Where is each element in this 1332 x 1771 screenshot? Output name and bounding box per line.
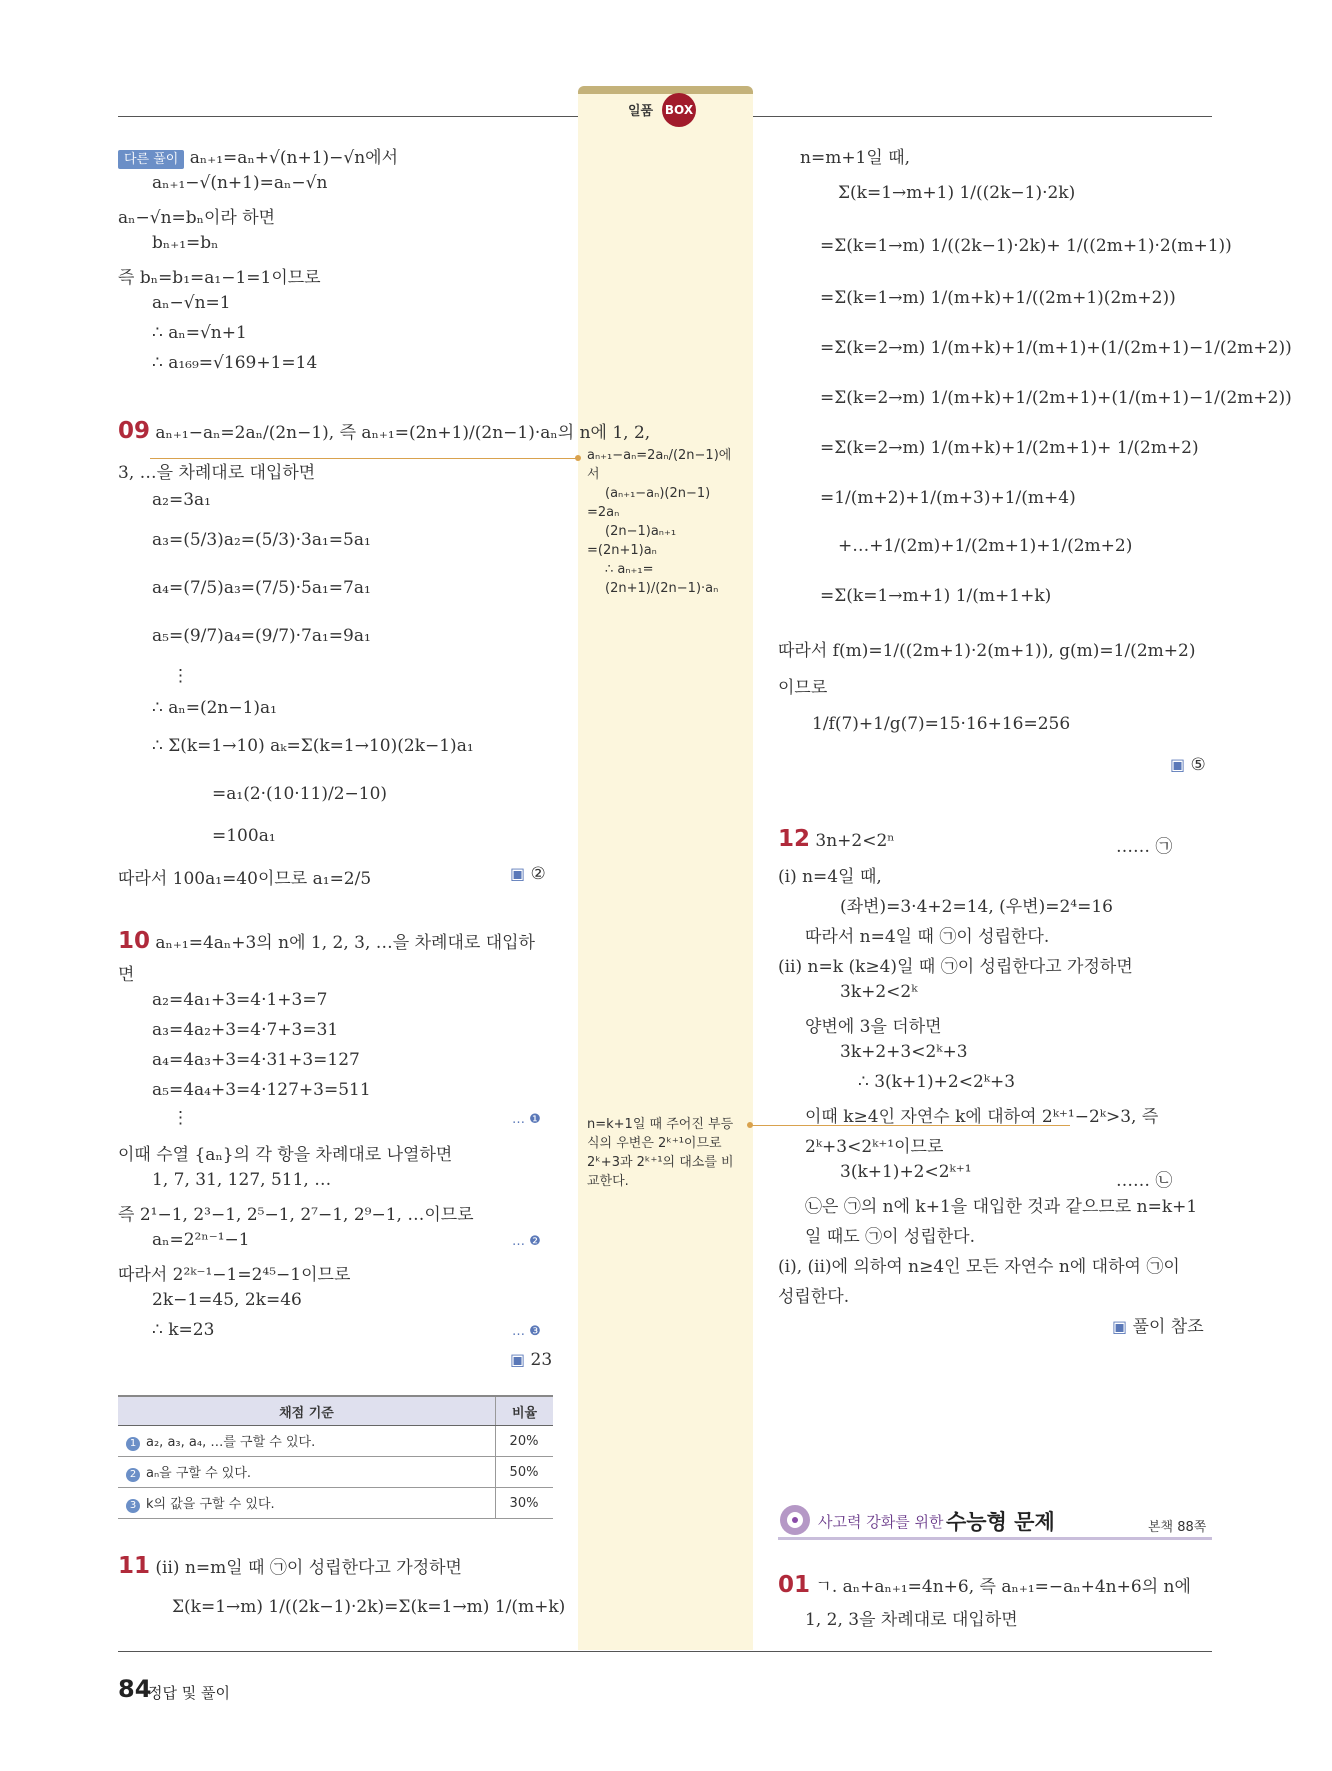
step-line: ⋮ <box>172 1108 189 1128</box>
answer-icon: ▣ <box>510 864 526 883</box>
step-line: 양변에 3을 더하면 <box>805 1017 942 1037</box>
problem-text: 면 <box>118 965 135 985</box>
step-number-badge: 1 <box>126 1437 140 1451</box>
ratio-cell: 50% <box>496 1457 554 1488</box>
step-line: =Σ(k=1→m+1) 1/(m+1+k) <box>820 586 1052 606</box>
scoring-marker-1: … ❶ <box>512 1112 541 1127</box>
answer-value: 풀이 참조 <box>1132 1317 1204 1337</box>
ratio-cell: 30% <box>496 1488 554 1519</box>
step-line: 성립한다. <box>778 1287 850 1307</box>
step-line: +…+1/(2m)+1/(2m+1)+1/(2m+2) <box>838 536 1133 556</box>
step-line: 따라서 f(m)=1/((2m+1)·2(m+1)), g(m)=1/(2m+2) <box>778 641 1196 661</box>
step-line: ⋮ <box>172 666 189 686</box>
note-line: (aₙ₊₁−aₙ)(2n−1) <box>605 486 711 501</box>
note-connector-dot <box>747 1122 753 1128</box>
step-line: ∴ Σ(k=1→10) aₖ=Σ(k=1→10)(2k−1)a₁ <box>152 736 474 756</box>
answer-mark <box>510 864 546 884</box>
step-line: 3(k+1)+2<2ᵏ⁺¹ <box>840 1162 972 1182</box>
problem-01-head <box>778 1572 1191 1598</box>
grading-header-row <box>118 1396 553 1426</box>
step-line: =1/(m+2)+1/(m+3)+1/(m+4) <box>820 488 1076 508</box>
alt-solution-line-1 <box>118 143 398 168</box>
problem-text: (ⅱ) n=m일 때 ㉠이 성립한다고 가정하면 <box>155 1558 462 1578</box>
step-line: a₅=(9/7)a₄=(9/7)·7a₁=9a₁ <box>152 626 371 646</box>
note-line: =2aₙ <box>587 505 620 520</box>
criteria-cell <box>118 1488 496 1519</box>
note-connector-dot <box>575 455 581 461</box>
alt-line: ∴ aₙ=√n+1 <box>152 323 247 343</box>
side-note-2: n=k+1일 때 주어진 부등식의 우변은 2ᵏ⁺¹이므로 2ᵏ+3과 2ᵏ⁺¹의 대소를 비교한다. <box>587 1117 734 1189</box>
conclusion-line: 따라서 100a₁=40이므로 a₁=2/5 <box>118 869 372 889</box>
criteria-text: aₙ을 구할 수 있다. <box>146 1466 252 1481</box>
step-line: ㉡은 ㉠의 n에 k+1을 대입한 것과 같으므로 n=k+1 <box>805 1197 1198 1217</box>
step-line: =Σ(k=1→m) 1/((2k−1)·2k)+ 1/((2m+1)·2(m+1)) <box>820 236 1232 256</box>
note-line: (2n−1)aₙ₊₁ <box>605 524 677 539</box>
step-line: 즉 2¹−1, 2³−1, 2⁵−1, 2⁷−1, 2⁹−1, …이므로 <box>118 1205 474 1225</box>
step-line: n=m+1일 때, <box>800 148 911 168</box>
step-line: =Σ(k=2→m) 1/(m+k)+1/(2m+1)+ 1/(2m+2) <box>820 438 1199 458</box>
answer-value: ⑤ <box>1190 755 1206 775</box>
step-line: =Σ(k=2→m) 1/(m+k)+1/(m+1)+(1/(2m+1)−1/(2m+2)) <box>820 338 1292 358</box>
step-line: Σ(k=1→m) 1/((2k−1)·2k)=Σ(k=1→m) 1/(m+k) <box>172 1597 566 1617</box>
equation-tag: …… ㉡ <box>1116 1171 1173 1191</box>
grading-table <box>118 1395 553 1519</box>
step-line: 1/f(7)+1/g(7)=15·16+16=256 <box>812 714 1071 734</box>
note-connector <box>150 458 580 459</box>
step-line: aₙ=2²ⁿ⁻¹−1 <box>152 1230 250 1250</box>
step-line: 2k−1=45, 2k=46 <box>152 1290 302 1310</box>
ratio-cell: 20% <box>496 1426 554 1457</box>
criteria-cell <box>118 1457 496 1488</box>
problem-text: ㄱ. aₙ+aₙ₊₁=4n+6, 즉 aₙ₊₁=−aₙ+4n+6의 n에 <box>815 1577 1191 1597</box>
alt-line: aₙ₊₁−√(n+1)=aₙ−√n <box>152 173 328 193</box>
note-line: ∴ aₙ₊₁=(2n+1)/(2n−1)·aₙ <box>605 562 719 596</box>
table-row <box>118 1457 553 1488</box>
problem-number: 12 <box>778 826 811 852</box>
alt-line: aₙ−√n=1 <box>152 293 231 313</box>
problem-number: 01 <box>778 1572 811 1598</box>
step-line: (ⅰ) n=4일 때, <box>778 867 882 887</box>
scoring-marker-3: … ❸ <box>512 1324 541 1339</box>
step-line: 따라서 n=4일 때 ㉠이 성립한다. <box>805 927 1050 947</box>
problem-number: 11 <box>118 1553 151 1579</box>
step-line: 따라서 2²ᵏ⁻¹−1=2⁴⁵−1이므로 <box>118 1265 351 1285</box>
step-line: =Σ(k=2→m) 1/(m+k)+1/(2m+1)+(1/(m+1)−1/(2m+2)) <box>820 388 1292 408</box>
step-line: 일 때도 ㉠이 성립한다. <box>805 1227 975 1247</box>
section-prefix: 사고력 강화를 위한 <box>818 1513 944 1531</box>
step-line: a₄=(7/5)a₃=(7/5)·5a₁=7a₁ <box>152 578 371 598</box>
section-ref: 본책 88쪽 <box>1148 1520 1207 1535</box>
answer-mark <box>1112 1312 1204 1337</box>
step-line: a₄=4a₃+3=4·31+3=127 <box>152 1050 360 1070</box>
step-line: a₃=(5/3)a₂=(5/3)·3a₁=5a₁ <box>152 530 371 550</box>
step-line: Σ(k=1→m+1) 1/((2k−1)·2k) <box>838 183 1076 203</box>
step-line: ∴ aₙ=(2n−1)a₁ <box>152 698 277 718</box>
footer-title: 정답 및 풀이 <box>148 1684 230 1702</box>
step-number-badge: 2 <box>126 1468 140 1482</box>
step-line: =100a₁ <box>212 826 276 846</box>
answer-icon: ▣ <box>1112 1317 1128 1336</box>
step-line: 3k+2+3<2ᵏ+3 <box>840 1042 968 1062</box>
step-line: (좌변)=3·4+2=14, (우변)=2⁴=16 <box>840 897 1113 917</box>
step-line: a₃=4a₂+3=4·7+3=31 <box>152 1020 339 1040</box>
section-title: 수능형 문제 <box>946 1510 1055 1534</box>
problem-09-head <box>118 418 650 444</box>
step-line: a₂=4a₁+3=4·1+3=7 <box>152 990 328 1010</box>
step-line: ∴ 3(k+1)+2<2ᵏ+3 <box>858 1072 1016 1092</box>
step-line: =Σ(k=1→m) 1/(m+k)+1/((2m+1)(2m+2)) <box>820 288 1176 308</box>
problem-11-head <box>118 1553 462 1579</box>
box-column <box>578 94 753 1650</box>
problem-text: aₙ₊₁−aₙ=2aₙ/(2n−1), 즉 aₙ₊₁=(2n+1)/(2n−1)·aₙ의 n에 1, 2, <box>155 423 651 443</box>
problem-10-head <box>118 928 535 954</box>
box-badge: BOX <box>662 93 696 127</box>
answer-value: 23 <box>530 1350 553 1370</box>
target-icon-core <box>792 1517 798 1523</box>
answer-mark <box>1170 755 1206 775</box>
step-line: (ⅱ) n=k (k≥4)일 때 ㉠이 성립한다고 가정하면 <box>778 957 1133 977</box>
grading-header-ratio: 비율 <box>496 1396 554 1426</box>
criteria-text: a₂, a₃, a₄, …를 구할 수 있다. <box>146 1435 316 1450</box>
alt-line: bₙ₊₁=bₙ <box>152 233 219 253</box>
page-number: 84 <box>118 1675 152 1703</box>
alt-line: 즉 bₙ=b₁=a₁−1=1이므로 <box>118 268 321 288</box>
step-line: 2ᵏ+3<2ᵏ⁺¹이므로 <box>805 1137 944 1157</box>
step-line: a₂=3a₁ <box>152 490 211 510</box>
problem-number: 09 <box>118 418 151 444</box>
alt-solution-tag: 다른 풀이 <box>118 150 184 169</box>
criteria-text: k의 값을 구할 수 있다. <box>146 1497 275 1512</box>
problem-text: 1, 2, 3을 차례대로 대입하면 <box>805 1610 1018 1630</box>
criteria-cell <box>118 1426 496 1457</box>
step-line: a₅=4a₄+3=4·127+3=511 <box>152 1080 371 1100</box>
note-line: =(2n+1)aₙ <box>587 543 657 558</box>
answer-value: ② <box>530 864 546 884</box>
scoring-marker-2: … ❷ <box>512 1234 541 1249</box>
alt-line: aₙ−√n=bₙ이라 하면 <box>118 208 276 228</box>
step-line: 1, 7, 31, 127, 511, … <box>152 1170 332 1190</box>
side-note-1 <box>587 446 737 598</box>
step-line: 이때 k≥4인 자연수 k에 대하여 2ᵏ⁺¹−2ᵏ>3, 즉 <box>805 1107 1159 1127</box>
answer-mark <box>510 1350 552 1370</box>
problem-text: 3, …을 차례대로 대입하면 <box>118 463 316 483</box>
problem-text: aₙ₊₁=4aₙ+3의 n에 1, 2, 3, …을 차례대로 대입하 <box>155 933 535 953</box>
step-number-badge: 3 <box>126 1499 140 1513</box>
answer-icon: ▣ <box>510 1350 526 1369</box>
problem-number: 10 <box>118 928 151 954</box>
box-header-label: 일품 <box>628 104 654 119</box>
table-row <box>118 1488 553 1519</box>
problem-12-head <box>778 826 895 852</box>
step-line: 이때 수열 {aₙ}의 각 항을 차례대로 나열하면 <box>118 1145 453 1165</box>
alt-line: aₙ₊₁=aₙ+√(n+1)−√n에서 <box>189 148 399 168</box>
footer-rule <box>118 1651 1212 1652</box>
problem-text: 3n+2<2ⁿ <box>815 831 895 851</box>
note-line: aₙ₊₁−aₙ=2aₙ/(2n−1)에서 <box>587 448 732 482</box>
step-line: (ⅰ), (ⅱ)에 의하여 n≥4인 모든 자연수 n에 대하여 ㉠이 <box>778 1257 1180 1277</box>
grading-header-criteria: 채점 기준 <box>118 1396 496 1426</box>
step-line: =a₁(2·(10·11)/2−10) <box>212 784 388 804</box>
answer-icon: ▣ <box>1170 755 1186 774</box>
alt-line: ∴ a₁₆₉=√169+1=14 <box>152 353 318 373</box>
step-line: 이므로 <box>778 678 828 698</box>
table-row <box>118 1426 553 1457</box>
step-line: 3k+2<2ᵏ <box>840 982 918 1002</box>
equation-tag: …… ㉠ <box>1116 837 1173 857</box>
step-line: ∴ k=23 <box>152 1320 215 1340</box>
